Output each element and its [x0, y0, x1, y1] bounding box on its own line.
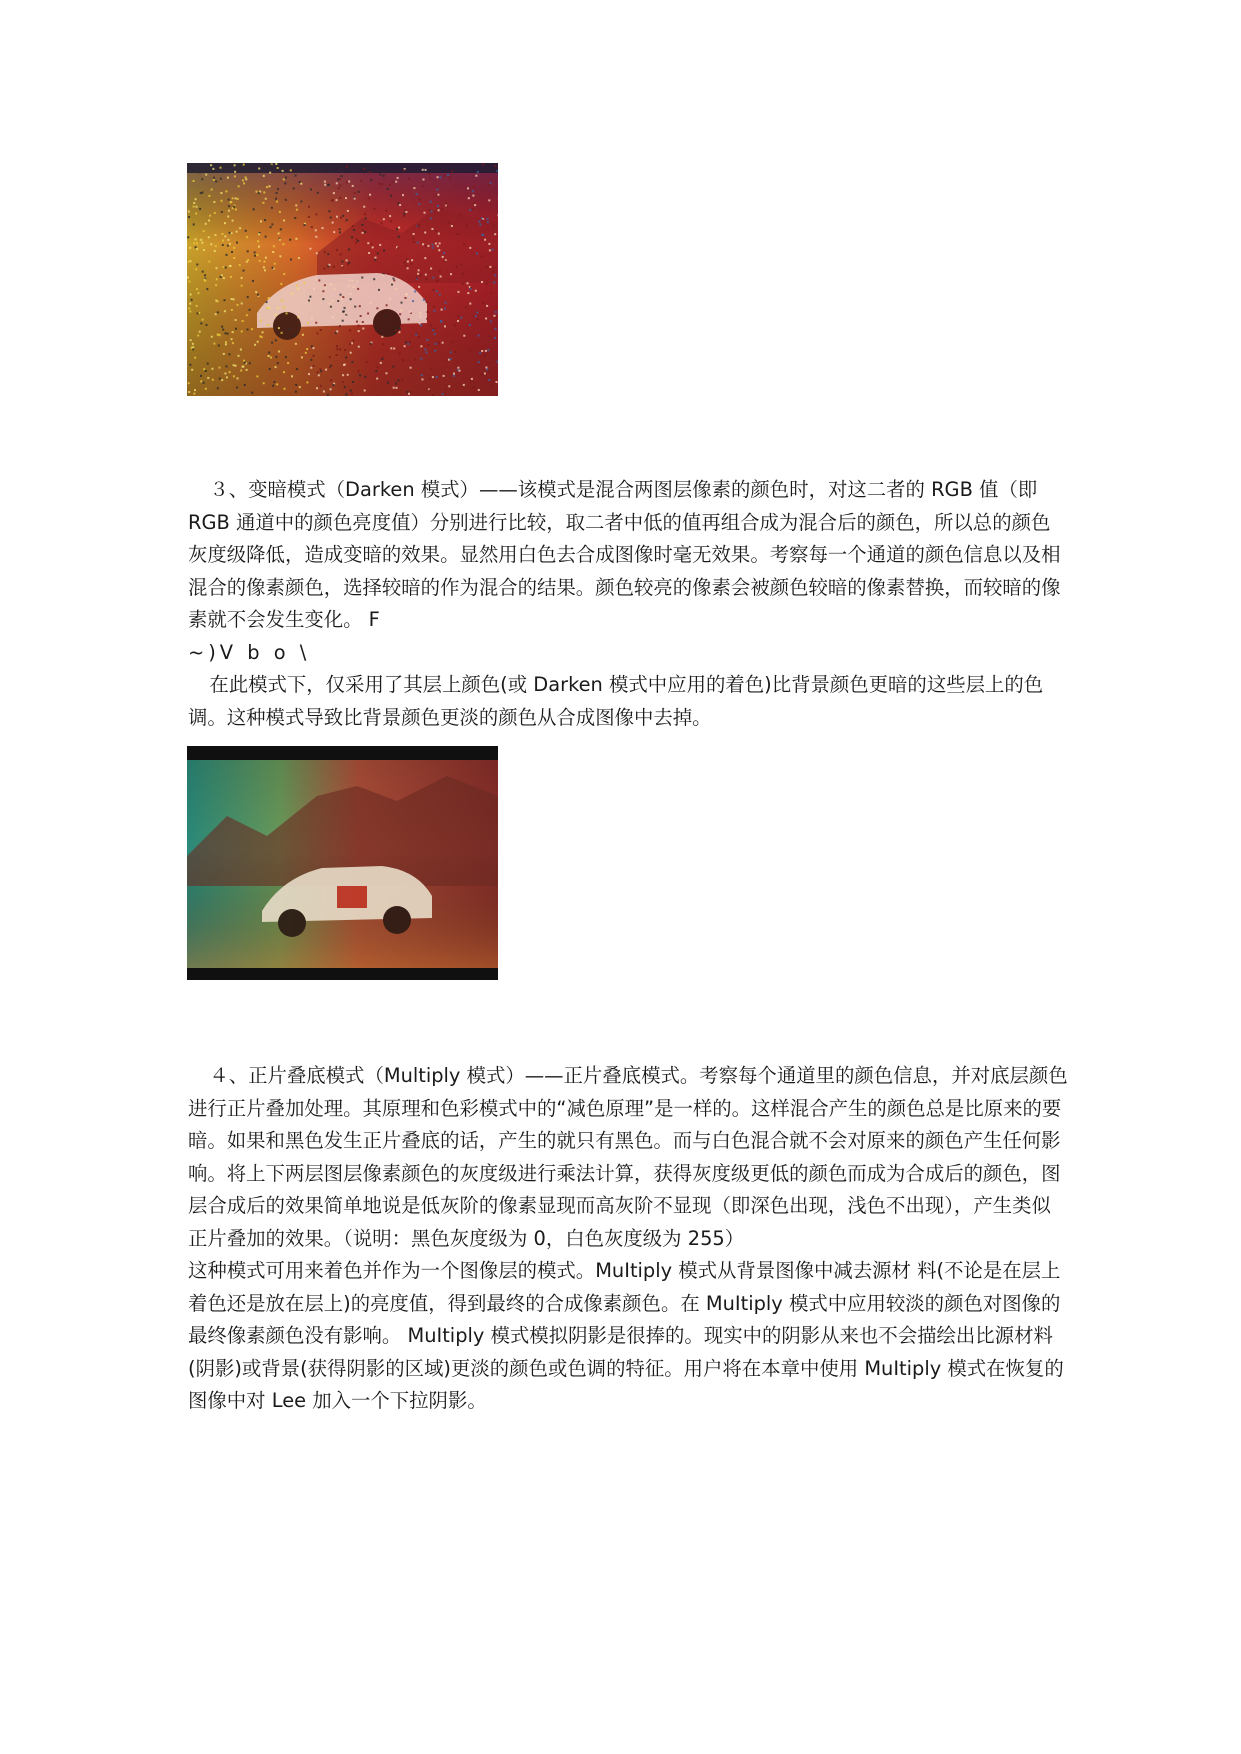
section-darken-mode: [188, 474, 1068, 734]
rally-car-photo-darken: [187, 746, 498, 980]
darken-mode-note: 在此模式下，仅采用了其层上颜色(或 Darken 模式中应用的着色)比背景颜色更暗的这些层上的色调。这种模式导致比背景颜色更淡的颜色从合成图像中去掉。: [188, 673, 1044, 729]
section-multiply-mode: [188, 1060, 1068, 1418]
blend-example-image-1: [187, 163, 498, 396]
stray-ocr-text: ~)V b o \: [188, 640, 311, 664]
blend-example-image-2: [187, 746, 498, 980]
darken-mode-description: ３、变暗模式（Darken 模式）——该模式是混合两图层像素的颜色时，对这二者的 RGB 值（即 RGB 通道中的颜色亮度值）分别进行比较，取二者中低的值再组合成为混合后的颜色，所以总的颜色灰度级降低，造成变暗的效果。显然用白色去合成图像时毫无效果。考察每一个通道的颜色信息以及相混合的像素颜色，选择较暗的作为混合的结果。颜色较亮的像素会被颜色较暗的像素替换，而较暗的像素就不会发生变化。 F: [188, 478, 1061, 631]
multiply-mode-note: 这种模式可用来着色并作为一个图像层的模式。MuItiply 模式从背景图像中减去源材 料(不论是在层上着色还是放在层上)的亮度值，得到最终的合成像素颜色。在 MuItiply 模式中应用较淡的颜色对图像的最终像素颜色没有影响。 MuItiply 模式模拟阴影是很捧的。现实中的阴影从来也不会描绘出比源材料(阴影)或背景(获得阴影的区域)更淡的颜色或色调的特征。用户将在本章中使用 MuItiply 模式在恢复的图像中对 Lee 加入一个下拉阴影。: [188, 1259, 1064, 1412]
rally-car-photo-dissolve: [187, 163, 498, 396]
multiply-mode-description: ４、正片叠底模式（Multiply 模式）——正片叠底模式。考察每个通道里的颜色信息，并对底层颜色进行正片叠加处理。其原理和色彩模式中的“减色原理”是一样的。这样混合产生的颜色总是比原来的要暗。如果和黑色发生正片叠底的话，产生的就只有黑色。而与白色混合就不会对原来的颜色产生任何影响。将上下两层图层像素颜色的灰度级进行乘法计算，获得灰度级更低的颜色而成为合成后的颜色，图层合成后的效果简单地说是低灰阶的像素显现而高灰阶不显现（即深色出现，浅色不出现），产生类似正片叠加的效果。（说明：黑色灰度级为 0，白色灰度级为 255）: [188, 1064, 1068, 1250]
